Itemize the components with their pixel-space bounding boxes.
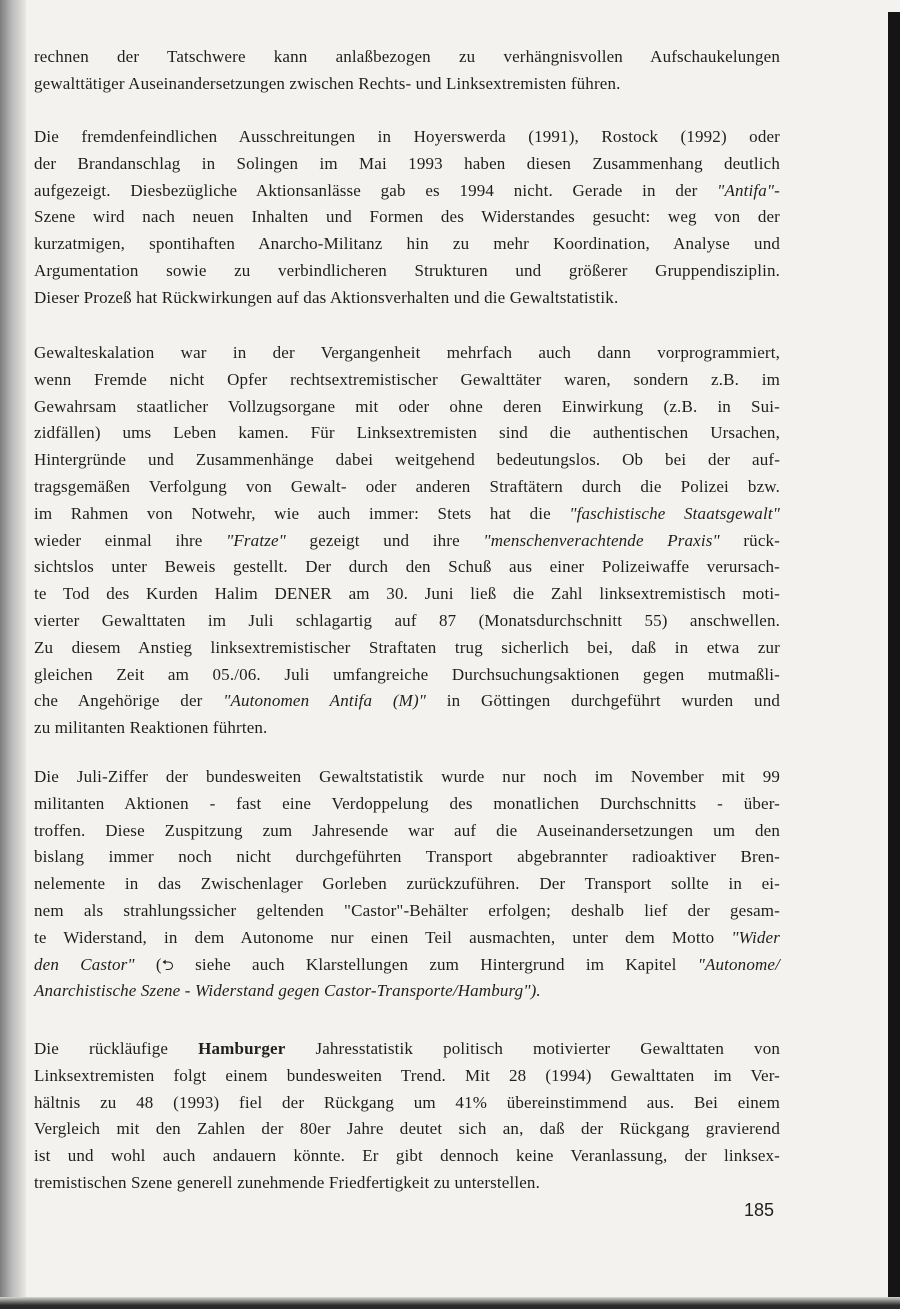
text-run: te Widerstand, in dem Autonome nur einen Teil ausmachten, unter dem Motto <box>34 927 732 947</box>
text-line: Argumentation sowie zu verbindlicheren Strukturen und größerer Gruppendisziplin. <box>34 260 780 280</box>
scan-left-edge-shadow <box>0 0 26 1309</box>
text-line <box>34 501 780 528</box>
paragraph-4 <box>34 764 780 1005</box>
italic-term-antifa-m: "Autonomen Antifa (M)" <box>223 691 427 711</box>
scan-bottom-edge <box>0 1297 900 1309</box>
italic-motto-part-2: den Castor" <box>34 954 135 974</box>
text-line <box>34 528 780 555</box>
text-run: wieder einmal ihre <box>34 530 227 550</box>
page-number: 185 <box>744 1200 775 1220</box>
text-line <box>34 688 780 715</box>
text-line: Gewalteskalation war in der Vergangenheit mehrfach auch dann vorprogrammiert, <box>34 343 780 362</box>
text-run: ( <box>134 954 162 974</box>
text-line: der Brandanschlag in Solingen im Mai 1993 haben diesen Zusammenhang deutlich <box>34 153 780 173</box>
text-line: gleichen Zeit am 05./06. Juli umfangreiche Durchsuchungsaktionen gegen mutmaßli- <box>34 664 780 684</box>
italic-chapter-ref-part-1: "Autonome/ <box>697 954 780 974</box>
text-line: Hintergründe und Zusammenhänge dabei weitgehend bedeutungslos. Ob bei der auf- <box>34 450 780 470</box>
paragraph-3 <box>34 340 780 742</box>
text-line: hältnis zu 48 (1993) fiel der Rückgang um 41% übereinstimmend aus. Bei einem <box>34 1092 780 1112</box>
paragraph-1 <box>34 44 780 98</box>
italic-chapter-ref-part-2: Anarchistische Szene - Widerstand gegen Castor-Transporte/Hamburg"). <box>34 981 541 1001</box>
paragraph-5 <box>34 1036 780 1197</box>
text-run: in Göttingen durchgeführt wurden und <box>426 691 780 711</box>
text-line: kurzatmigen, spontihaften Anarcho-Militanz hin zu mehr Koordination, Analyse und <box>34 234 780 254</box>
text-line: Vergleich mit den Zahlen der 80er Jahre deutet sich an, daß der Rückgang gravierend <box>34 1119 780 1139</box>
see-also-arrow-icon: ⮌ <box>161 955 174 974</box>
text-line: vierter Gewalttaten im Juli schlagartig auf 87 (Monatsdurchschnitt 55) anschwellen. <box>34 610 780 630</box>
text-run: siehe auch Klarstellungen zum Hintergrund im Kapitel <box>173 954 698 974</box>
text-line: nelemente in das Zwischenlager Gorleben zurückzuführen. Der Transport sollte in ei- <box>34 874 780 894</box>
text-line: Dieser Prozeß hat Rückwirkungen auf das Aktionsverhalten und die Gewaltstatistik. <box>34 287 619 307</box>
text-run: im Rahmen von Notwehr, wie auch immer: Stets hat die <box>34 503 570 523</box>
italic-motto-part-1: "Wider <box>731 927 780 947</box>
text-line <box>34 978 780 1005</box>
text-run: Jahresstatistik politisch motivierter Gewalttaten von <box>285 1039 781 1058</box>
text-run: che Angehörige der <box>34 691 224 711</box>
text-run: aufgezeigt. Diesbezügliche Aktionsanlässe gab es 1994 nicht. Gerade in der <box>34 180 718 200</box>
text-line <box>34 925 780 952</box>
text-line: zu militanten Reaktionen führten. <box>34 718 268 738</box>
text-line: zidfällen) ums Leben kamen. Für Linksextremisten sind die authentischen Ursachen, <box>34 423 780 443</box>
text-line: ist und wohl auch andauern könnte. Er gibt dennoch keine Veranlassung, der linksex- <box>34 1146 780 1166</box>
bold-term-hamburger: Hamburger <box>198 1039 286 1058</box>
text-line <box>34 952 780 979</box>
text-line: Gewahrsam staatlicher Vollzugsorgane mit oder ohne deren Einwirkung (z.B. in Sui- <box>34 396 780 416</box>
text-run: gezeigt und ihre <box>285 530 484 550</box>
text-line: gewalttätiger Auseinandersetzungen zwischen Rechts- und Linksextremisten führen. <box>34 73 621 93</box>
text-line: rechnen der Tatschwere kann anlaßbezogen zu verhängnisvollen Aufschaukelungen <box>34 47 780 66</box>
text-line: tragsgemäßen Verfolgung von Gewalt- oder anderen Straftätern durch die Polizei bzw. <box>34 476 780 496</box>
text-line: tremistischen Szene generell zunehmende Friedfertigkeit zu unterstellen. <box>34 1172 540 1192</box>
italic-term-fratze: "Fratze" <box>226 530 286 550</box>
text-line: nem als strahlungssicher geltenden "Castor"-Behälter erfolgen; deshalb lief der gesam- <box>34 900 780 920</box>
text-line: bislang immer noch nicht durchgeführten Transport abgebrannter radioaktiver Bren- <box>34 847 780 867</box>
text-line: troffen. Diese Zuspitzung zum Jahresende war auf die Auseinandersetzungen um den <box>34 820 780 840</box>
text-line <box>34 1036 780 1063</box>
italic-term-staatsgewalt: "faschistische Staatsgewalt" <box>569 503 780 523</box>
italic-term-antifa: "Antifa"- <box>717 180 780 200</box>
text-line: wenn Fremde nicht Opfer rechtsextremistischer Gewalttäter waren, sondern z.B. im <box>34 369 780 389</box>
text-line: Linksextremisten folgt einem bundesweiten Trend. Mit 28 (1994) Gewalttaten im Ver- <box>34 1065 780 1085</box>
text-line: sichtslos unter Beweis gestellt. Der durch den Schuß aus einer Polizeiwaffe verursach- <box>34 557 780 577</box>
text-line: Die fremdenfeindlichen Ausschreitungen in Hoyerswerda (1991), Rostock (1992) oder <box>34 127 780 146</box>
text-run: Die rückläufige <box>34 1039 199 1058</box>
text-line <box>34 178 780 205</box>
text-run: rück- <box>719 530 780 550</box>
paragraph-2 <box>34 124 780 312</box>
text-line: Szene wird nach neuen Inhalten und Formen des Widerstandes gesucht: weg von der <box>34 207 780 227</box>
text-line: Zu diesem Anstieg linksextremistischer Straftaten trug sicherlich bei, daß in etwa zur <box>34 637 780 657</box>
text-line: Die Juli-Ziffer der bundesweiten Gewaltstatistik wurde nur noch im November mit 99 <box>34 767 780 786</box>
scan-right-edge <box>888 12 900 1309</box>
text-line: te Tod des Kurden Halim DENER am 30. Juni ließ die Zahl linksextremistisch moti- <box>34 584 780 604</box>
text-line: militanten Aktionen - fast eine Verdoppelung des monatlichen Durchschnitts - über- <box>34 793 780 813</box>
italic-term-praxis: "menschenverachtende Praxis" <box>483 530 720 550</box>
